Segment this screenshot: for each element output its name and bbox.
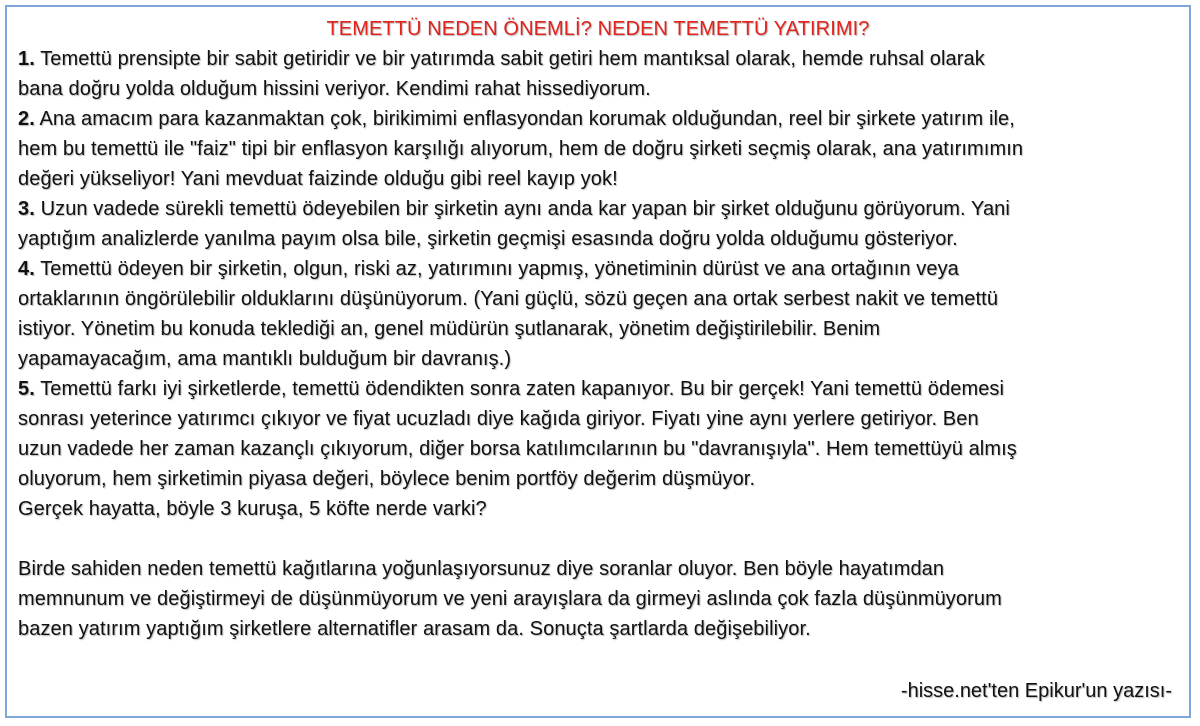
signature: -hisse.net'ten Epikur'un yazısı-: [900, 680, 1172, 702]
item-number: 5.: [18, 378, 35, 400]
item-number: 1.: [18, 48, 35, 70]
item-text: Temettü farkı iyi şirketlerde, temettü ödendikten sonra zaten kapanıyor. Bu bir gerçek! Yani temettü ödemesi: [40, 378, 1005, 400]
list-item-line: [18, 44, 1178, 74]
list-item-line: uzun vadede her zaman kazançlı çıkıyorum, diğer borsa katılımcılarının bu "davranışıyla". Hem temettüyü almış: [18, 438, 1017, 460]
final-paragraph-line: Birde sahiden neden temettü kağıtlarına yoğunlaşıyorsunuz diye soranlar oluyor. Ben böyle hayatımdan: [18, 558, 945, 580]
list-item-line: bana doğru yolda olduğum hissini veriyor. Kendimi rahat hissediyorum.: [18, 78, 651, 100]
final-paragraph: [18, 554, 1178, 644]
list-item-line: [18, 374, 1178, 404]
list-item-line: değeri yükseliyor! Yani mevduat faizinde olduğu gibi reel kayıp yok!: [18, 168, 618, 190]
list-item-line: yaptığım analizlerde yanılma payım olsa bile, şirketin geçmişi esasında doğru yolda olduğumu gösteriyor.: [18, 228, 958, 250]
item-number: 2.: [18, 108, 35, 130]
list-item-line: oluyorum, hem şirketimin piyasa değeri, böylece benim portföy değerim düşmüyor.: [18, 468, 756, 490]
item-text: Uzun vadede sürekli temettü ödeyebilen bir şirketin aynı anda kar yapan bir şirket olduğunu görüyorum. Yani: [40, 198, 1010, 220]
list-item-line: istiyor. Yönetim bu konuda teklediği an, genel müdürün şutlanarak, yönetim değiştirilebilir. Benim: [18, 318, 881, 340]
closing-line: Gerçek hayatta, böyle 3 kuruşa, 5 köfte nerde varki?: [18, 498, 487, 520]
final-paragraph-line: memnunum ve değiştirmeyi de düşünmüyorum ve yeni arayışlara da girmeyi aslında çok fazla düşünmüyorum: [18, 588, 1002, 610]
list-item-2: [18, 104, 1178, 194]
list-item-4: [18, 254, 1178, 374]
list-item-5: [18, 374, 1178, 494]
list-item-line: sonrası yeterince yatırımcı çıkıyor ve fiyat ucuzladı diye kağıda giriyor. Fiyatı yine aynı yerlere getiriyor. Ben: [18, 408, 979, 430]
list-item-line: yapamayacağım, ama mantıklı bulduğum bir davranış.): [18, 348, 512, 370]
item-text: Temettü ödeyen bir şirketin, olgun, riski az, yatırımını yapmış, yönetiminin dürüst ve ana ortağının veya: [40, 258, 959, 280]
item-text: Temettü prensipte bir sabit getiridir ve bir yatırımda sabit getiri hem mantıksal olarak, hemde ruhsal olarak: [40, 48, 985, 70]
item-number: 3.: [18, 198, 35, 220]
list-item-line: [18, 104, 1178, 134]
final-paragraph-line: bazen yatırım yaptığım şirketlere alternatifler arasam da. Sonuçta şartlarda değişebiliyor.: [18, 618, 811, 640]
list-item-1: [18, 44, 1178, 104]
item-number: 4.: [18, 258, 35, 280]
paragraph-spacer: [18, 524, 1178, 554]
document-body: [18, 14, 1178, 644]
list-item-line: hem bu temettü ile "faiz" tipi bir enflasyon karşılığı alıyorum, hem de doğru şirketi seçmiş olarak, ana yatırımımın: [18, 138, 1024, 160]
list-item-line: [18, 254, 1178, 284]
list-item-line: [18, 194, 1178, 224]
list-item-3: [18, 194, 1178, 254]
document-title: TEMETTÜ NEDEN ÖNEMLİ? NEDEN TEMETTÜ YATIRIMI?: [326, 18, 870, 40]
list-item-line: ortaklarının öngörülebilir olduklarını düşünüyorum. (Yani güçlü, sözü geçen ana ortak serbest nakit ve temettü: [18, 288, 999, 310]
item-text: Ana amacım para kazanmaktan çok, birikimimi enflasyondan korumak olduğundan, reel bir şirkete yatırım ile,: [39, 108, 1015, 130]
